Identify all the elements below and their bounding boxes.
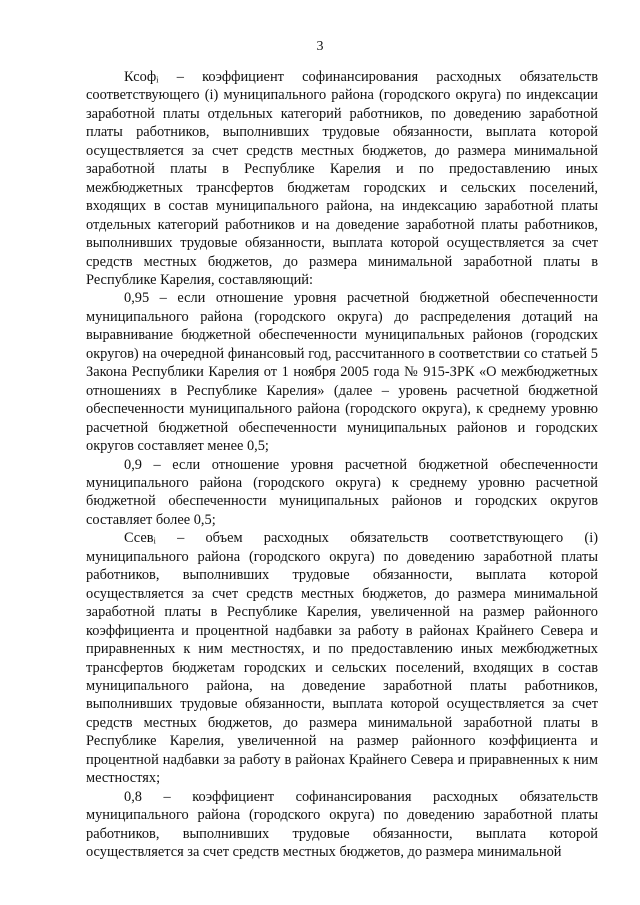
paragraph-ksof-definition: Ксофᵢ – коэффициент софинансирования расходных обязательств соответствующего (i) муниципального района (городского округа) по индексации заработной платы отдельных категорий работников, по доведению заработной платы работников, выполнивших трудовые обязанности, выплата которой осуществляется за счет средств местных бюджетов, до размера минимальной заработной платы в Республике Карелия и по предоставлению иных межбюджетных трансфертов бюджетам городских и сельских поселений, входящих в состав муниципального района, на индексацию заработной платы отдельных категорий работников и на доведение заработной платы работников, выполнивших трудовые обязанности, выплата которой осуществляется за счет средств местных бюджетов, до размера минимальной заработной платы в Республике Карелия, составляющий: bbox=[86, 69, 598, 288]
paragraph-csev-definition: Ссевᵢ – объем расходных обязательств соответствующего (i) муниципального района (городского округа) по доведению заработной платы работников, выполнивших трудовые обязанности, выплата которой осуществляется за счет средств местных бюджетов, до размера минимальной заработной платы в Республике Карелия, увеличенной на размер районного коэффициента и процентной надбавки за работу в районах Крайнего Севера и приравненных к ним местностях, и по предоставлению иных межбюджетных трансфертов бюджетам городских и сельских поселений, входящих в состав муниципального района, на доведение заработной платы работников, выполнивших трудовые обязанности, выплата которой осуществляется за счет средств местных бюджетов, до размера минимальной заработной платы в Республике Карелия, увеличенной на размер районного коэффициента и процентной надбавки за работу в районах Крайнего Севера и приравненных к ним местностях; bbox=[86, 530, 598, 787]
paragraph-coefficient-09: 0,9 – если отношение уровня расчетной бюджетной обеспеченности муниципального района (городского округа) к среднему уровню расчетной бюджетной обеспеченности муниципальных районов и городских округов составляет более 0,5; bbox=[86, 456, 598, 528]
document-body bbox=[86, 68, 598, 861]
paragraph-coefficient-08: 0,8 – коэффициент софинансирования расходных обязательств муниципального района (городского округа) по доведению заработной платы работников, выполнивших трудовые обязанности, выплата которой осуществляется за счет средств местных бюджетов, до размера минимальной bbox=[86, 788, 598, 861]
paragraph-coefficient-095: 0,95 – если отношение уровня расчетной бюджетной обеспеченности муниципального района (городского округа) до распределения дотаций на выравнивание бюджетной обеспеченности муниципальных районов (городских округов) на очередной финансовый год, рассчитанного в соответствии со статьей 5 Закона Республики Карелия от 1 ноября 2005 года № 915-ЗРК «О межбюджетных отношениях в Республике Карелия» (далее – уровень расчетной бюджетной обеспеченности муниципального района (городского округа), к среднему уровню расчетной бюджетной обеспеченности муниципальных районов и городских округов составляет менее 0,5; bbox=[86, 290, 598, 455]
page-number: 3 bbox=[316, 39, 324, 54]
